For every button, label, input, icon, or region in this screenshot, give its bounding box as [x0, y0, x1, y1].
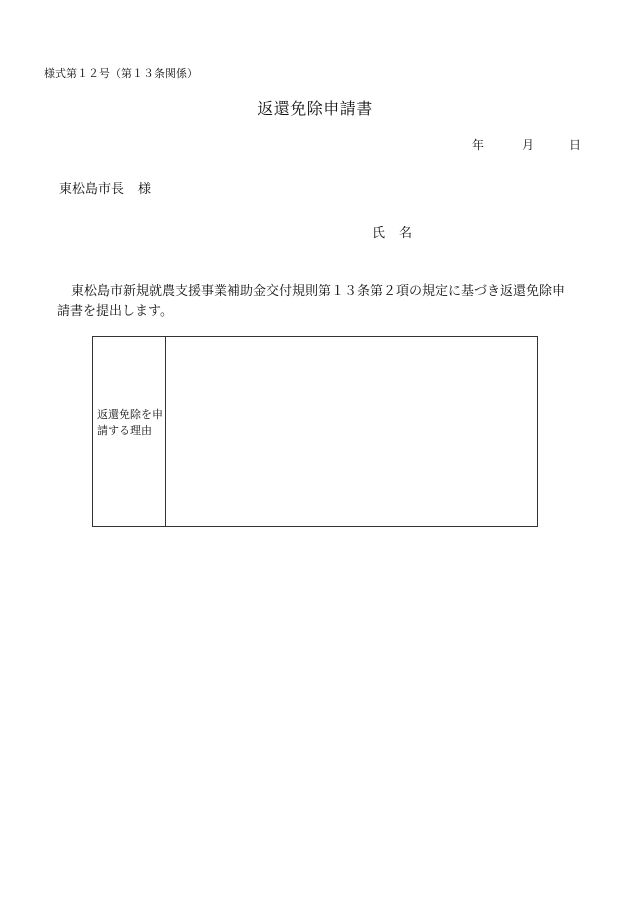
- name-label-mei: 名: [399, 226, 413, 241]
- document-title: 返還免除申請書: [257, 99, 373, 118]
- reason-value-cell[interactable]: [166, 337, 537, 526]
- addressee-name: 東松島市長: [59, 182, 125, 197]
- addressee: [59, 178, 151, 197]
- body-line-2: 請書を提出します。: [57, 304, 173, 319]
- name-label-shi: 氏: [372, 226, 386, 241]
- addressee-honorific: 様: [138, 182, 152, 197]
- form-number: 様式第１２号（第１３条関係）: [44, 67, 198, 80]
- body-paragraph: [57, 282, 597, 322]
- applicant-name-label: [372, 222, 412, 241]
- date-year-label: 年: [472, 138, 485, 152]
- date-month-label: 月: [522, 138, 535, 152]
- date-day-label: 日: [569, 138, 582, 152]
- body-line-1: 東松島市新規就農支援事業補助金交付規則第１３条第２項の規定に基づき返還免除申: [71, 284, 566, 299]
- reason-table: [92, 336, 538, 527]
- reason-label: 返還免除を申請する理由: [97, 408, 163, 437]
- reason-label-cell: [93, 337, 166, 526]
